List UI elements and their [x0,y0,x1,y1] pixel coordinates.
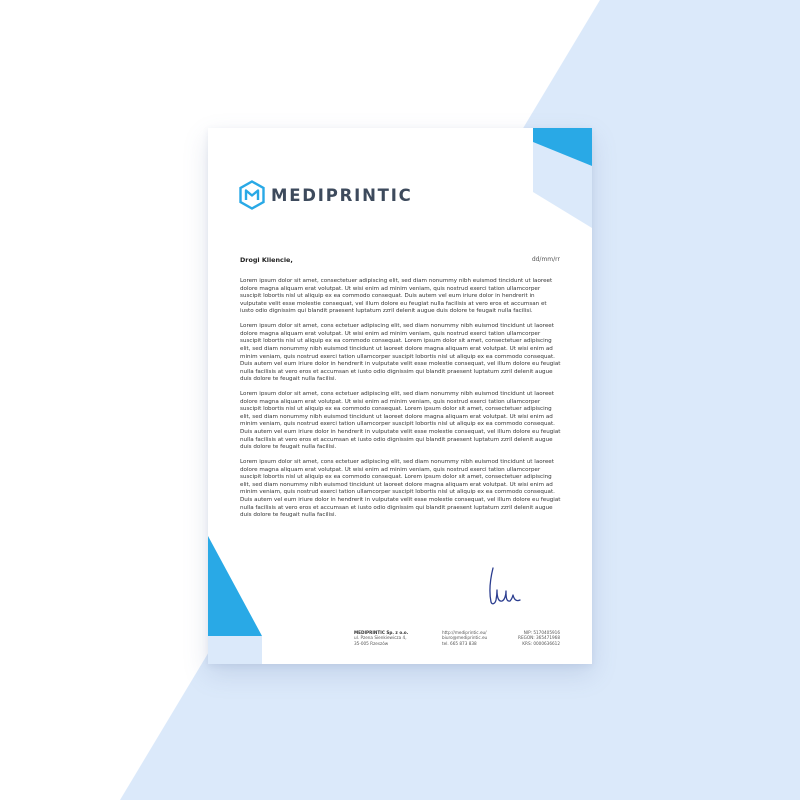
footer-nip: NIP: 5170405916 [523,630,560,635]
footer-registry [518,630,560,646]
paragraph: Lorem ipsum dolor sit amet, consectetuer adipiscing elit, sed diam nonummy nibh euismod tincidunt ut laoreet dolore magna aliquam erat volutpat. Ut wisi enim ad minim veniam, quis nostrud exerci tation ullamcorper suscipit lobortis nisl ut aliquip ex ea commodo consequat. Duis autem vel eum iriure dolor in hendrerit in vulputate velit esse molestie consequat, vel illum dolore eu feugiat nulla facilisis at vero eros et accumsan et iusto odio dignissim qui blandit praesent luptatum zzril delenit augue duis dolore te feugait nulla facilisi. [240,278,553,315]
paragraph: Lorem ipsum dolor sit amet, cons ectetuer adipiscing elit, sed diam nonummy nibh euismod tincidunt ut laoreet dolore magna aliquam erat volutpat. Ut wisi enim ad minim veniam, quis nostrud exerci tation ullamcorper suscipit lobortis nisl ut aliquip ex ea commodo consequat. Lorem ipsum dolor sit amet, consectetuer adipiscing elit, sed diam nonummy nibh euismod tincidunt ut laoreet dolore magna aliquam erat volutpat. Ut wisi enim ad minim veniam, quis nostrud exerci tation ullamcorper suscipit lobortis nisl ut aliquip ex ea commodo consequat. Duis autem vel eum iriure dolor in hendrerit in vulputate velit esse molestie consequat, vel illum dolore eu feugiat nulla facilisis at vero eros et accumsan et iusto odio dignissim qui blandit praesent luptatum zzril delenit augue duis dolore te feugait nulla facilisi. [240,391,561,451]
letter-greeting: Drogi Kliencie, [240,256,293,264]
footer-contact [442,630,487,646]
footer-phone: tel. 665 873 838 [442,640,477,646]
handwritten-signature-icon [484,562,530,608]
footer-address [354,630,408,646]
paragraph: Lorem ipsum dolor sit amet, cons ectetuer adipiscing elit, sed diam nonummy nibh euismod tincidunt ut laoreet dolore magna aliquam erat volutpat. Ut wisi enim ad minim veniam, quis nostrud exerci tation ullamcorper suscipit lobortis nisl ut aliquip ex ea commodo consequat. Lorem ipsum dolor sit amet, consectetuer adipiscing elit, sed diam nonummy nibh euismod tincidunt ut laoreet dolore magna aliquam erat volutpat. Ut wisi enim ad minim veniam, quis nostrud exerci tation ullamcorper suscipit lobortis nisl ut aliquip ex ea commodo consequat. Duis autem vel eum iriure dolor in hendrerit in vulputate velit esse molestie consequat, vel illum dolore eu feugiat nulla facilisis at vero eros et accumsan et iusto odio dignissim qui blandit praesent luptatum zzril delenit augue duis dolore te feugait nulla facilisi. [240,323,561,383]
footer-address-line2: 35-005 Rzeszów [354,640,389,646]
letterhead-sheet [208,128,592,664]
brand-name: MEDIPRINTIC [271,185,413,205]
letter-date: dd/mm/rr [531,256,560,263]
footer-company: MEDIPRINTIC Sp. z o.o. [354,630,409,635]
footer-website: http://mediprintic.eu/ [442,630,487,635]
letter-body [240,278,562,527]
footer-address-line1: ul. Pzena Sienkiewicza 4, [354,635,407,641]
footer-regon: REGON: 365471968 [518,635,560,641]
paragraph: Lorem ipsum dolor sit amet, cons ectetuer adipiscing elit, sed diam nonummy nibh euismod tincidunt ut laoreet dolore magna aliquam erat volutpat. Ut wisi enim ad minim veniam, quis nostrud exerci tation ullamcorper suscipit lobortis nisl ut aliquip ex ea commodo consequat. Lorem ipsum dolor sit amet, consectetuer adipiscing elit, sed diam nonummy nibh euismod tincidunt ut laoreet dolore magna aliquam erat volutpat. Ut wisi enim ad minim veniam, quis nostrud exerci tation ullamcorper suscipit lobortis nisl ut aliquip ex ea commodo consequat. Duis autem vel eum iriure dolor in hendrerit in vulputate velit esse molestie consequat, vel illum dolore eu feugiat nulla facilisis at vero eros et accumsan et iusto odio dignissim qui blandit praesent luptatum zzril delenit augue duis dolore te feugait nulla facilisi. [240,459,561,519]
hexagon-m-logo-icon [238,180,266,210]
footer-email: biuro@mediprintic.eu [442,635,488,641]
footer-krs: KRS: 0000636612 [522,640,560,646]
brand-logo [238,180,413,210]
